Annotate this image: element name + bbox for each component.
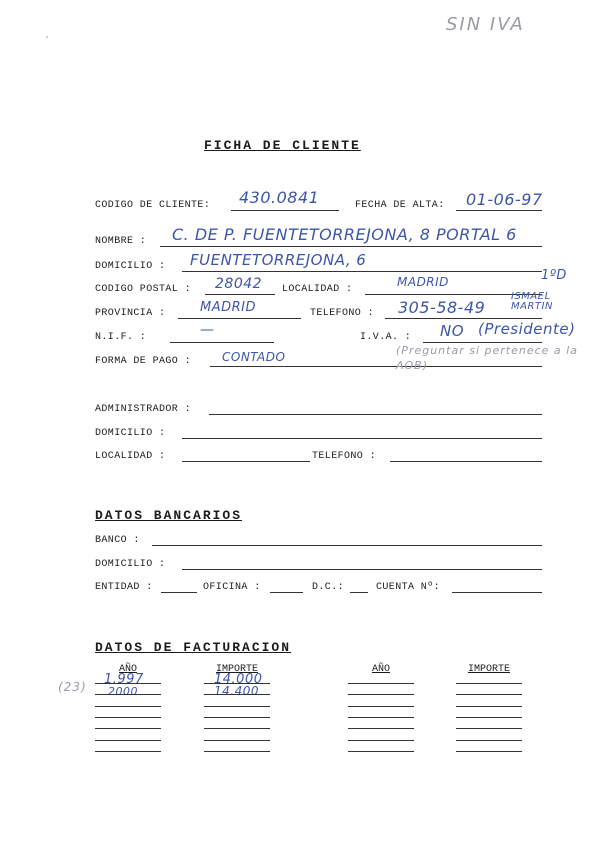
row-2-importe: 14.400: [214, 684, 259, 698]
facturacion-cell-line: [95, 717, 161, 718]
facturacion-cell-line: [348, 740, 414, 741]
codigo-cliente-line: [231, 210, 339, 211]
facturacion-cell-line: [456, 740, 522, 741]
domicilio-value: FUENTETORREJONA, 6: [190, 251, 367, 269]
domicilio-label: DOMICILIO :: [95, 261, 166, 272]
dc-label: D.C.:: [312, 582, 345, 593]
facturacion-cell-line: [204, 740, 270, 741]
nif-line: [170, 342, 274, 343]
telefono-value: 305-58-49: [398, 298, 486, 317]
banco-label: BANCO :: [95, 535, 140, 546]
facturacion-cell-line: [456, 694, 522, 695]
codigo-postal-value: 28042: [215, 276, 263, 292]
oficina-line: [270, 592, 303, 593]
col-year-right: AÑO: [371, 664, 390, 675]
facturacion-cell-line: [204, 683, 270, 684]
codigo-cliente-label: CODIGO DE CLIENTE:: [95, 200, 211, 211]
banco-line: [152, 545, 542, 546]
facturacion-cell-line: [348, 683, 414, 684]
localidad-label: LOCALIDAD :: [282, 284, 353, 295]
codigo-postal-line: [205, 294, 275, 295]
oficina-label: OFICINA :: [203, 582, 261, 593]
facturacion-cell-line: [348, 728, 414, 729]
dc-line: [350, 592, 368, 593]
provincia-label: PROVINCIA :: [95, 308, 166, 319]
entidad-line: [161, 592, 197, 593]
telefono-line: [385, 318, 542, 319]
facturacion-cell-line: [456, 751, 522, 752]
admin-domicilio-label: DOMICILIO :: [95, 428, 166, 439]
row-1-importe: 14.000: [214, 672, 263, 687]
scan-mark: [46, 36, 48, 38]
facturacion-cell-line: [204, 717, 270, 718]
codigo-postal-label: CODIGO POSTAL :: [95, 284, 192, 295]
forma-pago-label: FORMA DE PAGO :: [95, 356, 192, 367]
cuenta-label: CUENTA Nº:: [376, 582, 441, 593]
fecha-alta-line: [456, 210, 542, 211]
telefono-label: TELEFONO :: [310, 308, 375, 319]
nif-value: —: [200, 322, 215, 338]
facturacion-cell-line: [95, 740, 161, 741]
nif-label: N.I.F. :: [95, 332, 147, 343]
admin-telefono-line: [390, 461, 542, 462]
domicilio-line: [182, 271, 542, 272]
facturacion-cell-line: [348, 717, 414, 718]
nombre-label: NOMBRE :: [95, 236, 147, 247]
header-note: SIN IVA: [446, 14, 525, 35]
entidad-label: ENTIDAD :: [95, 582, 153, 593]
bancarios-heading: DATOS BANCARIOS: [95, 508, 243, 523]
facturacion-margin-note: (23): [58, 680, 87, 694]
facturacion-cell-line: [456, 706, 522, 707]
provincia-line: [178, 318, 301, 319]
codigo-cliente-value: 430.0841: [239, 188, 320, 207]
administrador-label: ADMINISTRADOR :: [95, 404, 192, 415]
facturacion-cell-line: [456, 683, 522, 684]
col-year-left: AÑO: [118, 664, 137, 675]
fecha-alta-label: FECHA DE ALTA:: [355, 200, 445, 211]
facturacion-cell-line: [95, 694, 161, 695]
facturacion-cell-line: [456, 717, 522, 718]
col-importe-right: IMPORTE: [467, 664, 510, 675]
telefono-note: ISMAEL MARTIN: [511, 291, 553, 312]
administrador-line: [209, 414, 542, 415]
admin-domicilio-line: [182, 438, 542, 439]
cuenta-line: [452, 592, 542, 593]
facturacion-cell-line: [204, 706, 270, 707]
provincia-value: MADRID: [200, 300, 256, 315]
nombre-value: C. DE P. FUENTETORREJONA, 8 PORTAL 6: [172, 225, 517, 244]
facturacion-cell-line: [204, 751, 270, 752]
facturacion-cell-line: [95, 683, 161, 684]
page-title: FICHA DE CLIENTE: [204, 138, 361, 153]
facturacion-cell-line: [95, 728, 161, 729]
facturacion-heading: DATOS DE FACTURACION: [95, 640, 292, 655]
col-importe-left: IMPORTE: [215, 664, 258, 675]
forma-pago-note: (Preguntar si pertenece a la AOB): [396, 344, 578, 372]
bank-domicilio-label: DOMICILIO :: [95, 559, 166, 570]
facturacion-cell-line: [95, 751, 161, 752]
admin-localidad-line: [182, 461, 310, 462]
row-1-year: 1.997: [104, 672, 144, 687]
iva-value: NO: [440, 322, 465, 340]
fecha-alta-value: 01-06-97: [466, 190, 543, 209]
facturacion-cell-line: [204, 694, 270, 695]
forma-pago-value: CONTADO: [222, 350, 286, 364]
facturacion-cell-line: [348, 694, 414, 695]
iva-note: (Presidente): [478, 320, 576, 338]
facturacion-cell-line: [456, 728, 522, 729]
facturacion-cell-line: [348, 751, 414, 752]
iva-label: I.V.A. :: [360, 332, 412, 343]
localidad-value: MADRID: [397, 275, 449, 289]
bank-domicilio-line: [182, 569, 542, 570]
piso-value: 1ºD: [541, 268, 567, 283]
row-2-year: 2000: [108, 685, 138, 698]
facturacion-cell-line: [348, 706, 414, 707]
nombre-line: [160, 246, 542, 247]
admin-localidad-label: LOCALIDAD :: [95, 451, 166, 462]
facturacion-cell-line: [204, 728, 270, 729]
facturacion-cell-line: [95, 706, 161, 707]
admin-telefono-label: TELEFONO :: [312, 451, 377, 462]
